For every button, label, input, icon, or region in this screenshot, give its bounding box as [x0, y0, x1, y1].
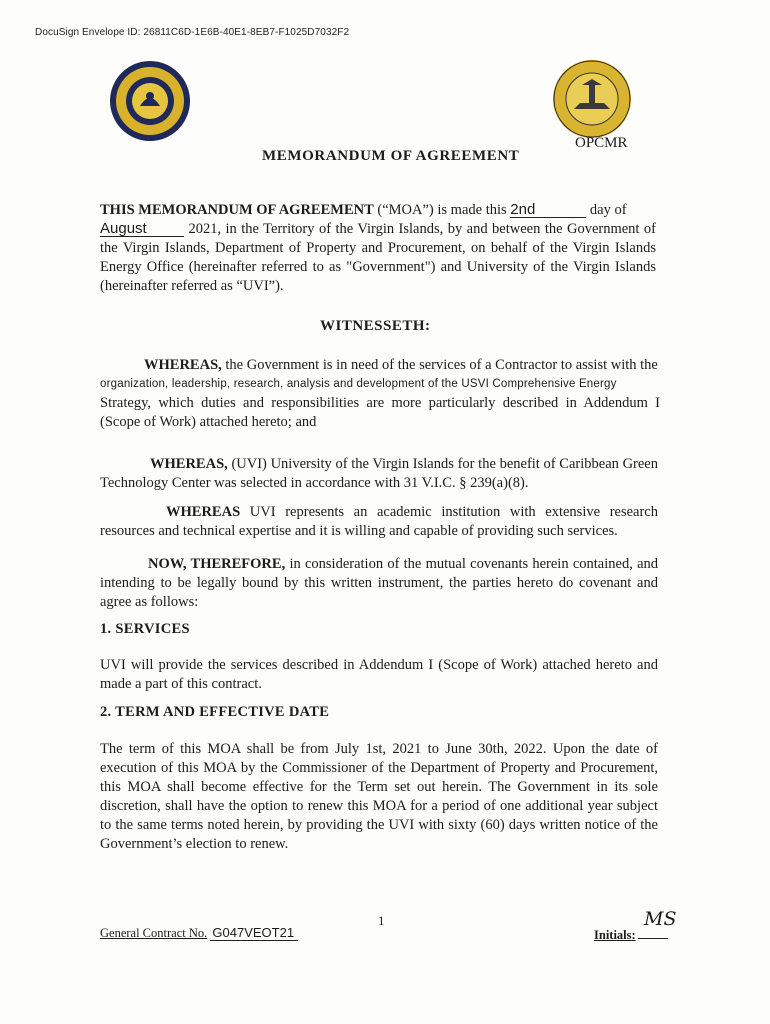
- month-field: August: [100, 222, 184, 237]
- page-number: 1: [378, 913, 385, 928]
- section-1-heading: 1. SERVICES: [100, 621, 190, 637]
- opcmr-seal-logo: [552, 59, 632, 139]
- initials-label: Initials:: [594, 928, 636, 942]
- section-2-text: The term of this MOA shall be from July 1st, 2021 to June 30th, 2022. Upon the date of execution of this MOA by the Commissioner of the Department of Property and Procurement, this MOA shall become effective for the Term set out herein. The Government in its sole discretion, shall have the option to renew this MOA for a period of one additional year subject to the same terms noted herein, by providing the UVI with sixty (60) days written notice of the Government’s election to renew.: [100, 741, 658, 852]
- org-label: OPCMR: [575, 135, 628, 151]
- docusign-envelope-id: DocuSign Envelope ID: 26811C6D-1E6B-40E1-8EB7-F1025D7032F2: [35, 27, 350, 38]
- intro-lead: THIS MEMORANDUM OF AGREEMENT: [100, 202, 374, 218]
- day-field: 2nd: [510, 203, 586, 218]
- government-seal-logo: [109, 60, 191, 142]
- intro-paragraph: THIS MEMORANDUM OF AGREEMENT (“MOA”) is made this 2nd day of August 2021, in the Territory of the Virgin Islands, by and between the Government of the Virgin Islands, Department of Property and Procurement, on behalf of the Virgin Islands Energy Office (hereinafter referred to as "Government") and University of the Virgin Islands (hereinafter referred as “UVI”).: [100, 201, 656, 294]
- initials-field: [594, 928, 668, 943]
- whereas-paragraph-1: WHEREAS, the Government is in need of the services of a Contractor to assist with the organization, leadership, research, analysis and development of the USVI Comprehensive Energy Strategy, which duties and responsibilities are more particularly described in Addendum I (Scope of Work) attached hereto; and: [100, 357, 660, 430]
- section-2-heading: 2. TERM AND EFFECTIVE DATE: [100, 704, 330, 720]
- contract-number-value: G047VEOT21: [210, 925, 298, 941]
- contract-number-label: General Contract No.: [100, 926, 208, 940]
- whereas-paragraph-3: WHEREAS UVI represents an academic institution with extensive research resources and technical expertise and it is willing and capable of providing such services.: [100, 504, 658, 539]
- initials-handwriting: MS: [644, 908, 677, 930]
- section-1-text: UVI will provide the services described in Addendum I (Scope of Work) attached hereto and made a part of this contract.: [100, 657, 658, 692]
- whereas-paragraph-2: WHEREAS, (UVI) University of the Virgin Islands for the benefit of Caribbean Green Technology Center was selected in accordance with 31 V.I.C. § 239(a)(8).: [100, 456, 658, 491]
- now-therefore-paragraph: NOW, THEREFORE, in consideration of the mutual covenants herein contained, and intending to be legally bound by this written instrument, the parties hereto do covenant and agree as follows:: [100, 556, 659, 610]
- contract-number: [100, 925, 298, 941]
